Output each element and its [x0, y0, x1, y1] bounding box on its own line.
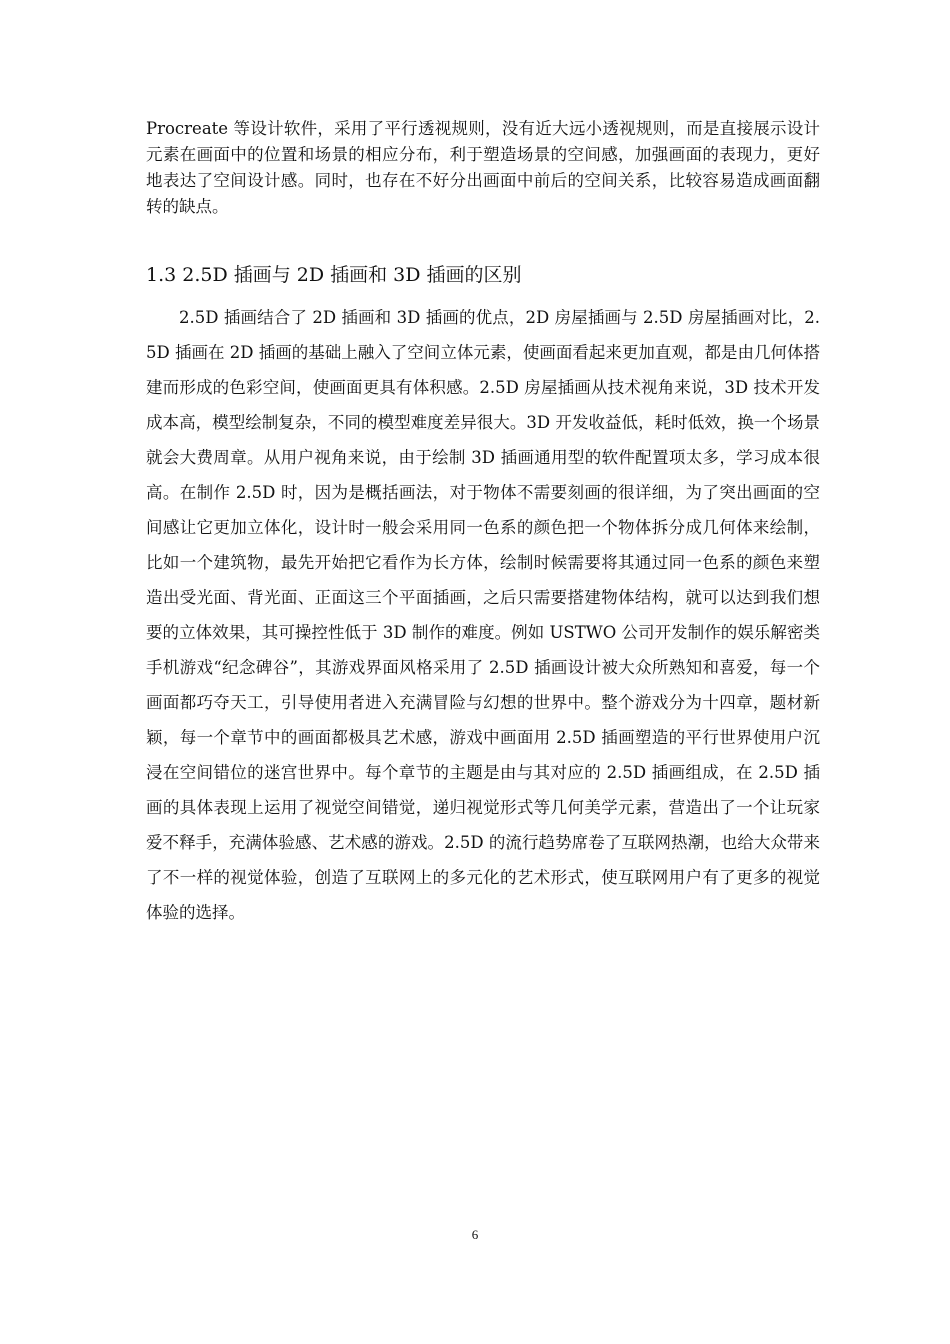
intro-paragraph: Procreate 等设计软件，采用了平行透视规则，没有近大远小透视规则，而是直接展示设计元素在画面中的位置和场景的相应分布，利于塑造场景的空间感，加强画面的表现力，更好地表达了空间设计感。同时，也存在不好分出画面中前后的空间关系，比较容易造成画面翻转的缺点。 — [146, 119, 820, 216]
section-heading: 1.3 2.5D 插画与 2D 插画和 3D 插画的区别 — [146, 264, 522, 286]
body-paragraph: 2.5D 插画结合了 2D 插画和 3D 插画的优点，2D 房屋插画与 2.5D 房屋插画对比，2.5D 插画在 2D 插画的基础上融入了空间立体元素，使画面看起来更加直观，都是由几何体搭建而形成的色彩空间，使画面更具有体积感。2.5D 房屋插画从技术视角来说，3D 技术开发成本高，模型绘制复杂，不同的模型难度差异很大。3D 开发收益低，耗时低效，换一个场景就会大费周章。从用户视角来说，由于绘制 3D 插画通用型的软件配置项太多，学习成本很高。在制作 2.5D 时，因为是概括画法，对于物体不需要刻画的很详细，为了突出画面的空间感让它更加立体化，设计时一般会采用同一色系的颜色把一个物体拆分成几何体来绘制，比如一个建筑物，最先开始把它看作为长方体，绘制时候需要将其通过同一色系的颜色来塑造出受光面、背光面、正面这三个平面插画，之后只需要搭建物体结构，就可以达到我们想要的立体效果，其可操控性低于 3D 制作的难度。例如 USTWO 公司开发制作的娱乐解密类手机游戏“纪念碑谷”，其游戏界面风格采用了 2.5D 插画设计被大众所熟知和喜爱，每一个画面都巧夺天工，引导使用者进入充满冒险与幻想的世界中。整个游戏分为十四章，题材新颖，每一个章节中的画面都极具艺术感，游戏中画面用 2.5D 插画塑造的平行世界使用户沉浸在空间错位的迷宫世界中。每个章节的主题是由与其对应的 2.5D 插画组成，在 2.5D 插画的具体表现上运用了视觉空间错觉，递归视觉形式等几何美学元素，营造出了一个让玩家爱不释手，充满体验感、艺术感的游戏。2.5D 的流行趋势席卷了互联网热潮，也给大众带来了不一样的视觉体验，创造了互联网上的多元化的艺术形式，使互联网用户有了更多的视觉体验的选择。 — [146, 308, 820, 922]
page-number: 6 — [471, 1227, 479, 1242]
